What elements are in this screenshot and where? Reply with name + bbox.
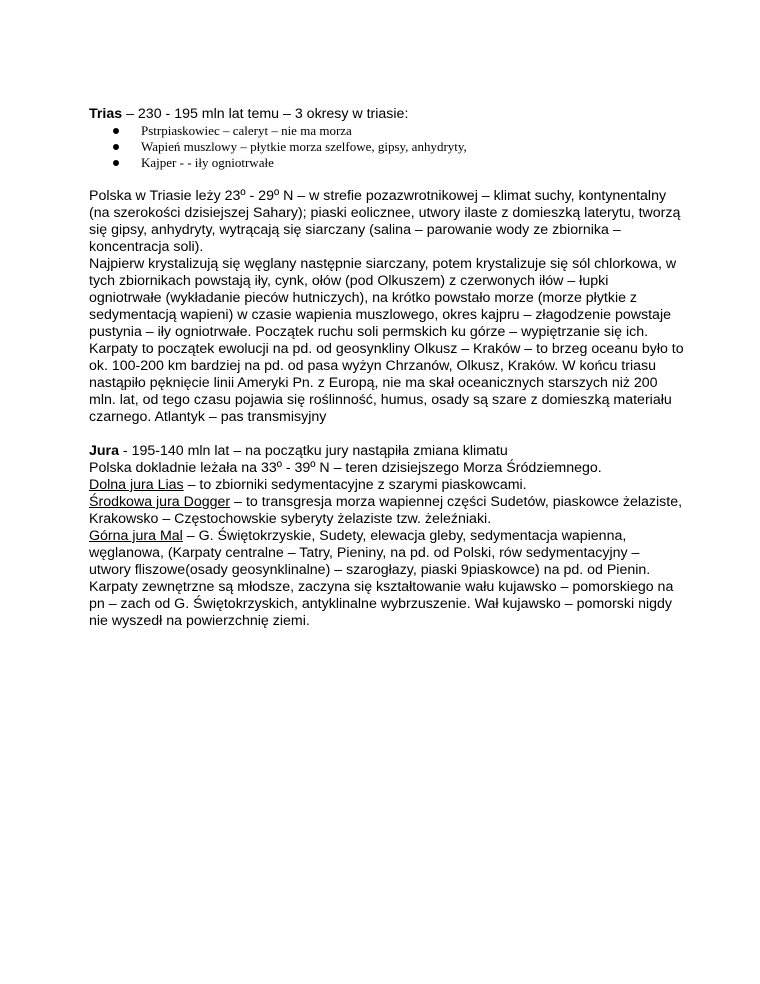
trias-paragraph-crystallization: Najpierw krystalizują się węglany następnie siarczany, potem krystalizuje się sól chlorkowa, w tych zbiornikach powstają iły, cynk, ołów (pod Olkuszem) z czerwonych iłów – łupki ogniotrwałe (wykładanie pieców hutniczych), na krótko powstało morze (morze płytkie z sedymentacją wapieni) w czasie wapienia muszlowego, okres kajpru – złagodzenie powstaje pustynia – iły ogniotrwałe. Początek ruchu soli permskich ku górze – wypiętrzanie się ich. xyxy=(89,256,677,340)
trias-heading xyxy=(89,106,684,123)
dogger-text: – to transgresja morza wapiennej części Sudetów, piaskowce żelaziste, Krakowsko – Częstochowskie syberyty żelaziste tzw. żeleźniaki. xyxy=(89,494,683,527)
spacer xyxy=(89,171,684,188)
list-item-text: Wapień muszlowy – płytkie morza szelfowe, gipsy, anhydryty, xyxy=(141,139,467,154)
malm-label: Górna jura Mal xyxy=(89,528,183,544)
spacer xyxy=(89,426,684,443)
jura-title: Jura xyxy=(89,443,119,459)
lias-label: Dolna jura Lias xyxy=(89,477,184,493)
trias-subtitle: – 230 - 195 mln lat temu – 3 okresy w triasie: xyxy=(122,106,409,122)
list-item-text: Pstrpiaskowiec – caleryt – nie ma morza xyxy=(141,123,352,138)
jura-lias xyxy=(89,477,684,494)
bullet-icon xyxy=(113,144,119,150)
jura-subtitle: - 195-140 mln lat – na początku jury nastąpiła zmiana klimatu xyxy=(118,443,508,459)
bullet-icon xyxy=(113,128,119,134)
malm-text: – G. Świętokrzyskie, Sudety, elewacja gleby, sedymentacja wapienna, węglanowa, (Karpaty centralne – Tatry, Pieniny, na pd. od Polski, rów sedymentacyjny – utwory fliszowe(osady geosynklinalne) – szarogłazy, piaski 9piaskowce) na pd. od Pienin. xyxy=(89,528,651,578)
jura-heading xyxy=(89,443,684,460)
list-item xyxy=(111,123,684,139)
jura-closing: Karpaty zewnętrzne są młodsze, zaczyna się kształtowanie wału kujawsko – pomorskiego na pn – zach od G. Świętokrzyskich, antyklinalne wybrzuszenie. Wał kujawsko – pomorski nigdy nie wyszedł na powierzchnię ziemi. xyxy=(89,579,674,629)
list-item-text: Kajper - - iły ogniotrwałe xyxy=(141,155,274,170)
list-item xyxy=(111,155,684,171)
trias-paragraph-carpathians: Karpaty to początek ewolucji na pd. od geosynkliny Olkusz – Kraków – to brzeg oceanu było to ok. 100-200 km bardziej na pd. od pasa wyżyn Chrzanów, Olkusz, Kraków. W końcu triasu nastąpiło pęknięcie linii Ameryki Pn. z Europą, nie ma skał oceanicznych starszych niż 200 mln. lat, od tego czasu pojawia się roślinność, humus, osady są szare z domieszką materiału czarnego. Atlantyk – pas transmisyjny xyxy=(89,341,684,425)
trias-paragraph-climate: Polska w Triasie leży 23º - 29º N – w strefie pozazwrotnikowej – klimat suchy, kontynentalny (na szerokości dzisiejszej Sahary); piaski eolicznee, utwory ilaste z domieszką laterytu, tworzą się gipsy, anhydryty, wytrącają się siarczany (salina – parowanie wody ze zbiornika – koncentracja soli). xyxy=(89,188,681,255)
jura-malm xyxy=(89,528,684,579)
jura-dogger xyxy=(89,494,684,528)
lias-text: – to zbiorniki sedymentacyjne z szarymi piaskowcami. xyxy=(183,477,527,493)
list-item xyxy=(111,139,684,155)
bullet-icon xyxy=(113,160,119,166)
trias-periods-list xyxy=(89,123,684,171)
jura-intro: Polska dokladnie leżała na 33º - 39º N – teren dzisiejszego Morza Śródziemnego. xyxy=(89,460,602,476)
document-body xyxy=(89,106,684,630)
trias-title: Trias xyxy=(89,106,123,122)
dogger-label: Środkowa jura Dogger xyxy=(89,494,231,510)
